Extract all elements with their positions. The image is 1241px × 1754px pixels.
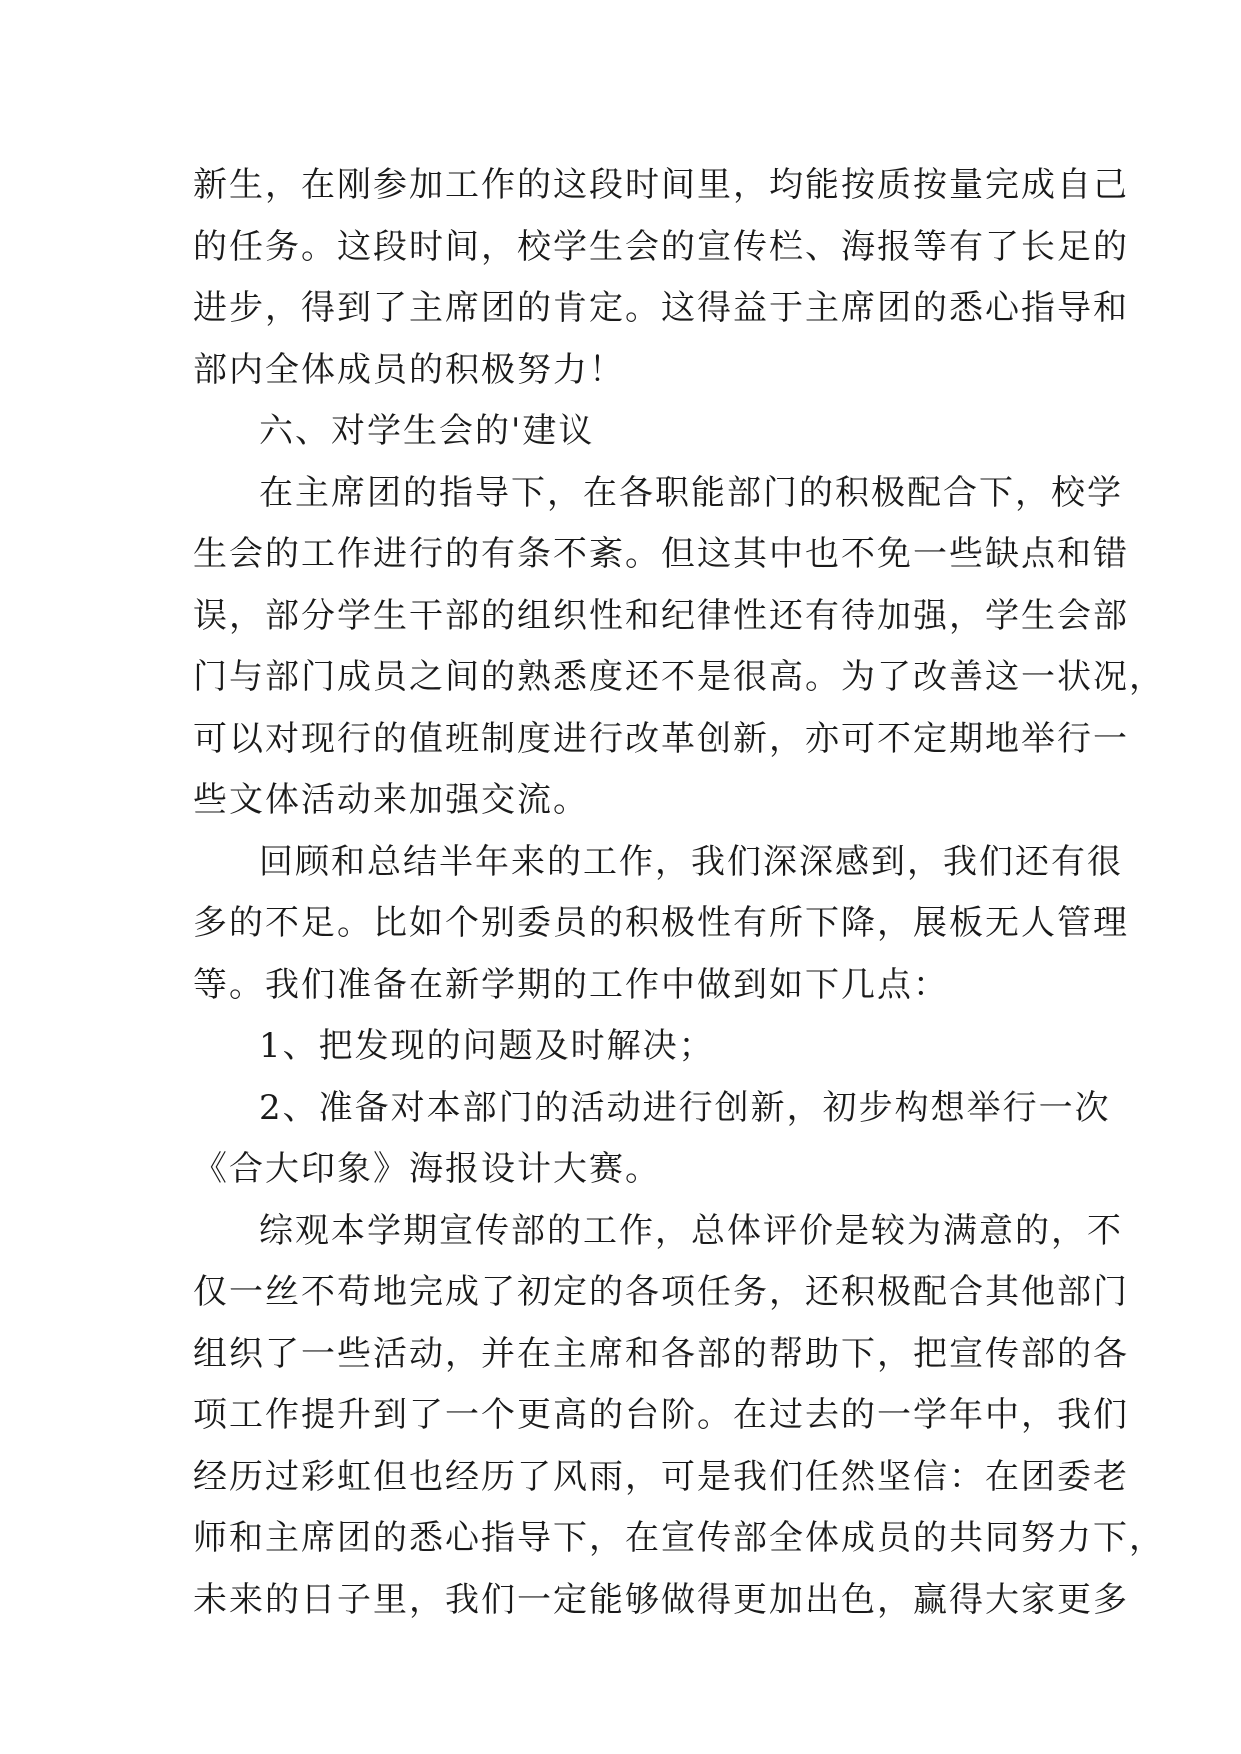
- text-line: 的任务。这段时间，校学生会的宣传栏、海报等有了长足的: [193, 226, 1129, 267]
- text-line: 《合大印象》海报设计大赛。: [193, 1149, 661, 1189]
- text-line: 可以对现行的值班制度进行改革创新，亦可不定期地举行一: [193, 718, 1129, 759]
- list-item: 1、把发现的问题及时解决；: [259, 1026, 715, 1066]
- text-line: 多的不足。比如个别委员的积极性有所下降，展板无人管理: [193, 903, 1129, 943]
- text-line: 综观本学期宣传部的工作，总体评价是较为满意的，不: [259, 1210, 1123, 1251]
- text-line: 等。我们准备在新学期的工作中做到如下几点：: [193, 964, 949, 1005]
- text-line: 项工作提升到了一个更高的台阶。在过去的一学年中，我们: [193, 1395, 1129, 1435]
- text-line: 生会的工作进行的有条不紊。但这其中也不免一些缺点和错: [193, 534, 1129, 574]
- list-item: 2、准备对本部门的活动进行创新，初步构想举行一次: [259, 1087, 1111, 1128]
- text-line: 部内全体成员的积极努力！: [193, 349, 625, 390]
- text-line: 些文体活动来加强交流。: [193, 780, 589, 820]
- text-line: 在主席团的指导下，在各职能部门的积极配合下，校学: [259, 472, 1123, 513]
- document-body: [193, 155, 1165, 1631]
- text-line: 误，部分学生干部的组织性和纪律性还有待加强，学生会部: [193, 595, 1129, 636]
- text-line: 经历过彩虹但也经历了风雨，可是我们任然坚信：在团委老: [193, 1456, 1129, 1497]
- text-line: 仅一丝不苟地完成了初定的各项任务，还积极配合其他部门: [193, 1272, 1129, 1312]
- text-line: 师和主席团的悉心指导下，在宣传部全体成员的共同努力下，: [193, 1518, 1165, 1558]
- text-line: 回顾和总结半年来的工作，我们深深感到，我们还有很: [259, 841, 1123, 882]
- section-heading: 六、对学生会的'建议: [259, 411, 595, 451]
- text-line: 进步，得到了主席团的肯定。这得益于主席团的悉心指导和: [193, 288, 1129, 328]
- text-line: 新生，在刚参加工作的这段时间里，均能按质按量完成自己: [193, 165, 1129, 205]
- text-line: 组织了一些活动，并在主席和各部的帮助下，把宣传部的各: [193, 1333, 1129, 1374]
- text-line: 未来的日子里，我们一定能够做得更加出色，赢得大家更多: [193, 1579, 1129, 1620]
- text-line: 门与部门成员之间的熟悉度还不是很高。为了改善这一状况，: [193, 657, 1165, 697]
